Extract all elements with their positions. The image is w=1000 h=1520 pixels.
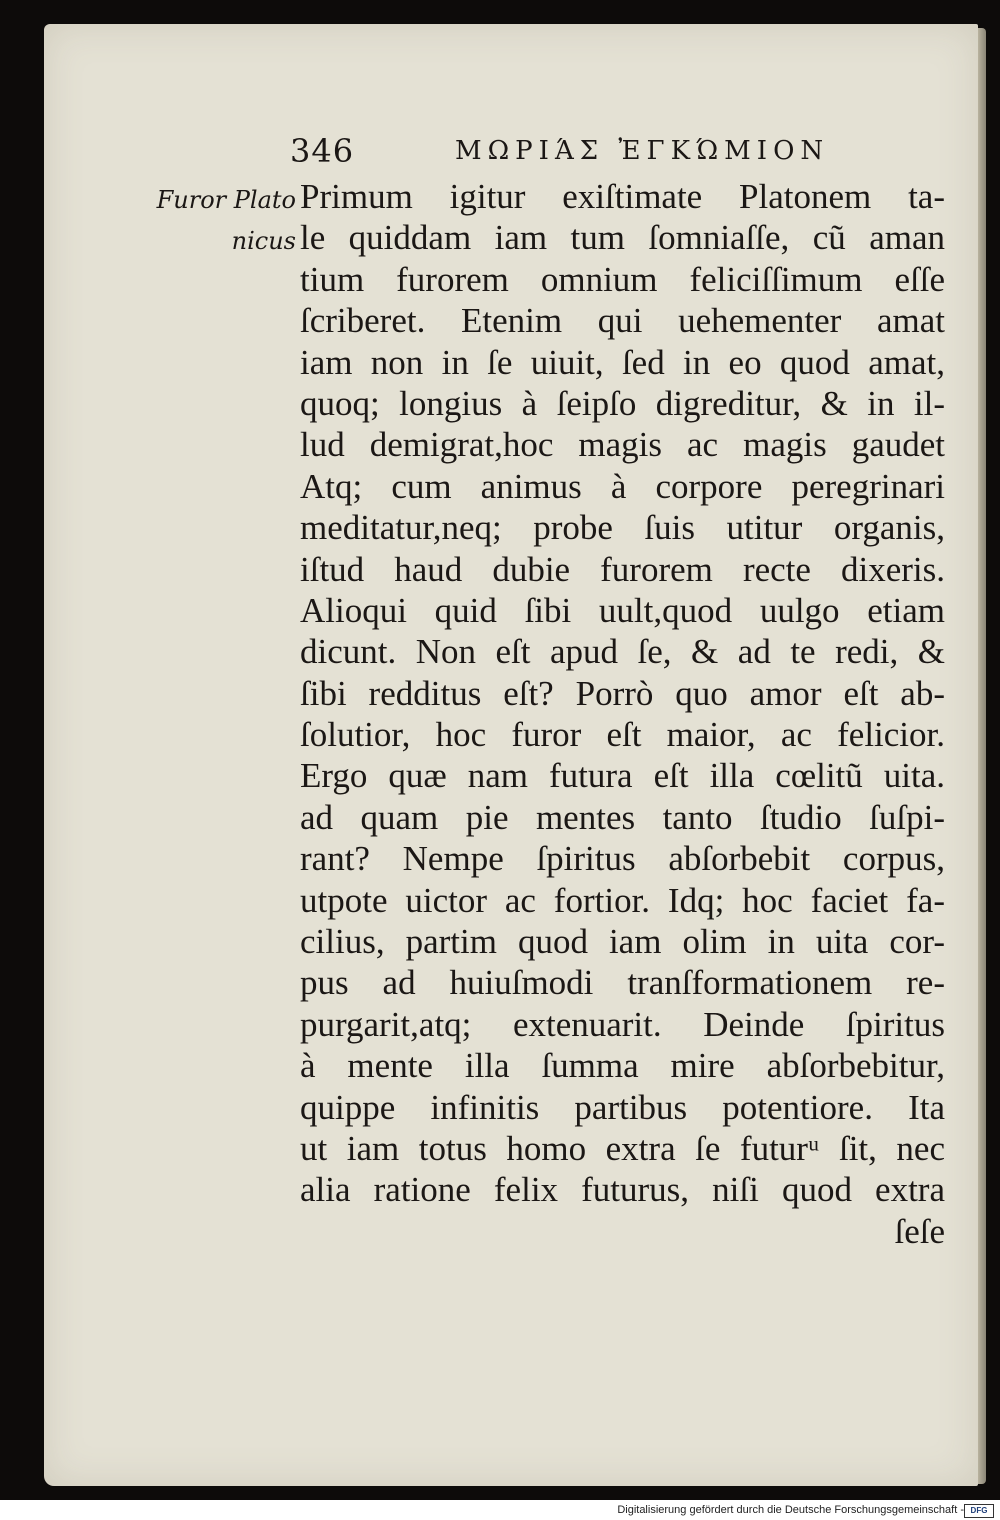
text-line: tium furorem omnium feliciſſimum eſſe [300, 259, 945, 299]
text-line: meditatur,neq; probe ſuis utitur organis, [300, 508, 945, 548]
text-line: ad quam pie mentes tanto ſtudio ſuſpi- [300, 797, 945, 837]
text-line: rant? Nempe ſpiritus abſorbebit corpus, [300, 839, 945, 879]
text-line: à mente illa ſumma mire abſorbebitur, [300, 1046, 945, 1086]
dfg-logo-icon: DFG [964, 1504, 994, 1518]
catchword: ſeſe [894, 1211, 945, 1251]
text-line: Alioqui quid ſibi uult,quod uulgo etiam [300, 590, 945, 630]
running-head: ΜΩΡΙΆΣ ἘΓΚΏΜΙΟΝ [455, 136, 830, 166]
funding-credit: Digitalisierung gefördert durch die Deutsche Forschungsgemeinschaft - [617, 1504, 964, 1516]
marginal-note-line: nicus [231, 227, 296, 255]
text-line: quoq; longius à ſeipſo digreditur, & in il- [300, 383, 945, 423]
text-line: ſibi redditus eſt? Porrò quo amor eſt ab- [300, 673, 945, 713]
text-line: iam non in ſe uiuit, ſed in eo quod amat, [300, 342, 945, 382]
text-line: ſcriberet. Etenim qui uehementer amat [300, 301, 945, 341]
text-line: purgarit,atq; extenuarit. Deinde ſpiritus [300, 1004, 945, 1044]
text-line: quippe infinitis partibus potentiore. Ita [300, 1087, 945, 1127]
marginal-note [126, 180, 296, 262]
text-line: dicunt. Non eſt apud ſe, & ad te redi, & [300, 632, 945, 672]
text-line: Primum igitur exiſtimate Platonem ta- [300, 177, 945, 216]
text-line: le quiddam iam tum ſomniaſſe, cũ aman [300, 218, 945, 258]
text-line: ſolutior, hoc furor eſt maior, ac felicior. [300, 715, 945, 755]
footer-bar [0, 1500, 1000, 1520]
text-line: Atq; cum animus à corpore peregrinari [300, 466, 945, 506]
body-text [300, 176, 945, 1252]
text-line: utpote uictor ac fortior. Idq; hoc faciet fa- [300, 880, 945, 920]
text-line: iſtud haud dubie furorem recte dixeris. [300, 549, 945, 589]
text-line: Ergo quæ nam futura eſt illa cœlitũ uita. [300, 756, 945, 796]
text-line: lud demigrat,hoc magis ac magis gaudet [300, 425, 945, 465]
text-line: cilius, partim quod iam olim in uita cor- [300, 922, 945, 962]
marginal-note-line: Furor Plato [156, 186, 296, 214]
page-number: 346 [290, 132, 355, 170]
page-header [0, 132, 1000, 172]
text-line: alia ratione felix futurus, niſi quod extra [300, 1170, 945, 1210]
text-line: pus ad huiuſmodi tranſformationem re- [300, 963, 945, 1003]
text-line: ut iam totus homo extra ſe futurᵘ ſit, nec [300, 1128, 945, 1168]
